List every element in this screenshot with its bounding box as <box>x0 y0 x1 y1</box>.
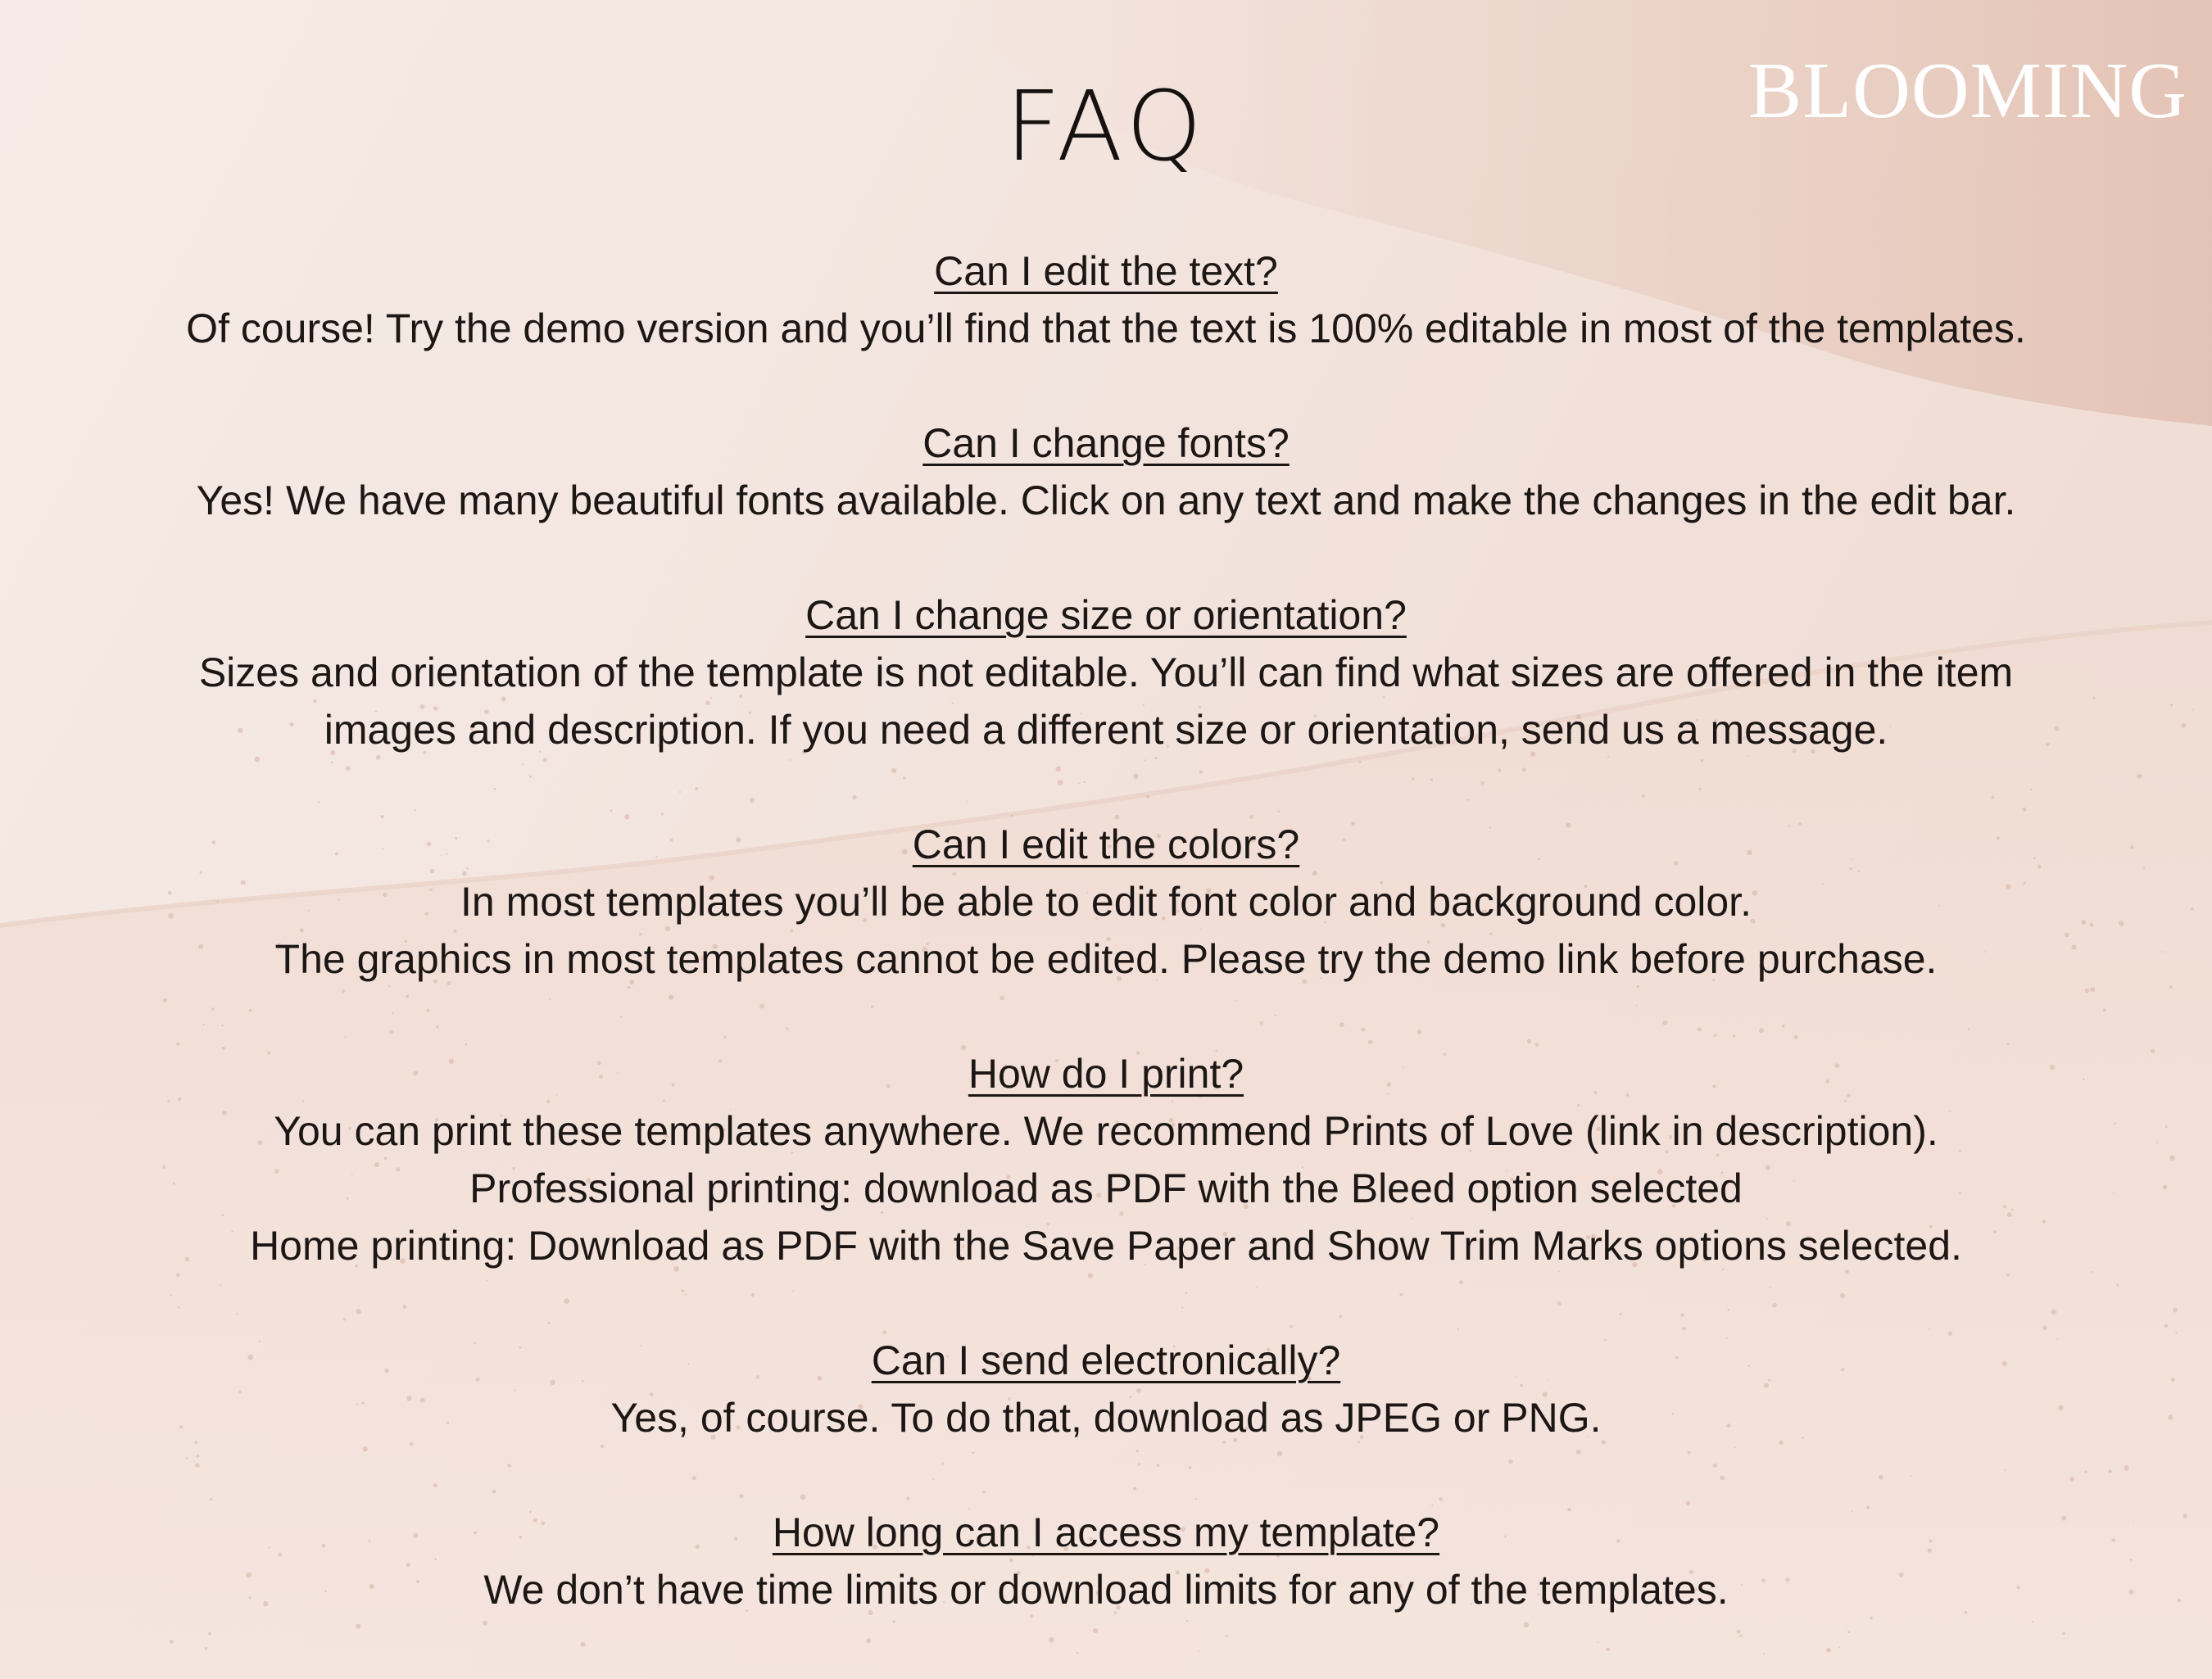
faq-answer-line: images and description. If you need a different size or orientation, send us a message. <box>324 707 1888 753</box>
faq-answer-line: You can print these templates anywhere. We recommend Prints of Love (link in description). <box>274 1108 1938 1154</box>
faq-answer <box>0 873 2212 988</box>
faq-question: Can I change size or orientation? <box>805 592 1407 638</box>
faq-answer-line: Home printing: Download as PDF with the Save Paper and Show Trim Marks options selected. <box>250 1223 1962 1269</box>
faq-question: Can I change fonts? <box>922 420 1290 466</box>
faq-question: Can I edit the colors? <box>912 821 1300 867</box>
faq-answer-line: In most templates you’ll be able to edit font color and background color. <box>460 879 1752 925</box>
faq-question: How long can I access my template? <box>772 1509 1440 1555</box>
faq-answer-line: Sizes and orientation of the template is not editable. You’ll can find what sizes are offered in the item <box>198 649 2014 695</box>
faq-question: Can I send electronically? <box>871 1337 1341 1383</box>
faq-answer-line: Yes! We have many beautiful fonts available. Click on any text and make the changes in the edit bar. <box>196 477 2016 523</box>
faq-question: How do I print? <box>968 1051 1244 1097</box>
faq-answer-line: The graphics in most templates cannot be edited. Please try the demo link before purchase. <box>274 936 1938 982</box>
faq-item <box>0 586 2212 758</box>
page-title: FAQ <box>1004 70 1208 183</box>
faq-item <box>0 242 2212 357</box>
faq-answer-line: We don’t have time limits or download limits for any of the templates. <box>483 1567 1729 1613</box>
faq-answer <box>0 300 2212 357</box>
faq-answer <box>0 472 2212 529</box>
brand-logo: BLOOMING <box>1747 47 2187 135</box>
faq-item <box>0 1504 2212 1618</box>
faq-item <box>0 1332 2212 1446</box>
faq-answer-line: Yes, of course. To do that, download as JPEG or PNG. <box>610 1395 1602 1441</box>
faq-answer <box>0 1389 2212 1446</box>
faq-question: Can I edit the text? <box>934 248 1278 294</box>
faq-answer <box>0 644 2212 758</box>
faq-answer-line: Of course! Try the demo version and you’ll find that the text is 100% editable in most of the templates. <box>186 305 2026 351</box>
faq-answer-line: Professional printing: download as PDF with the Bleed option selected <box>469 1165 1743 1211</box>
faq-item <box>0 414 2212 529</box>
faq-answer <box>0 1561 2212 1618</box>
faq-item <box>0 816 2212 988</box>
faq-answer <box>0 1102 2212 1274</box>
faq-list <box>0 242 2212 1676</box>
faq-item <box>0 1045 2212 1274</box>
